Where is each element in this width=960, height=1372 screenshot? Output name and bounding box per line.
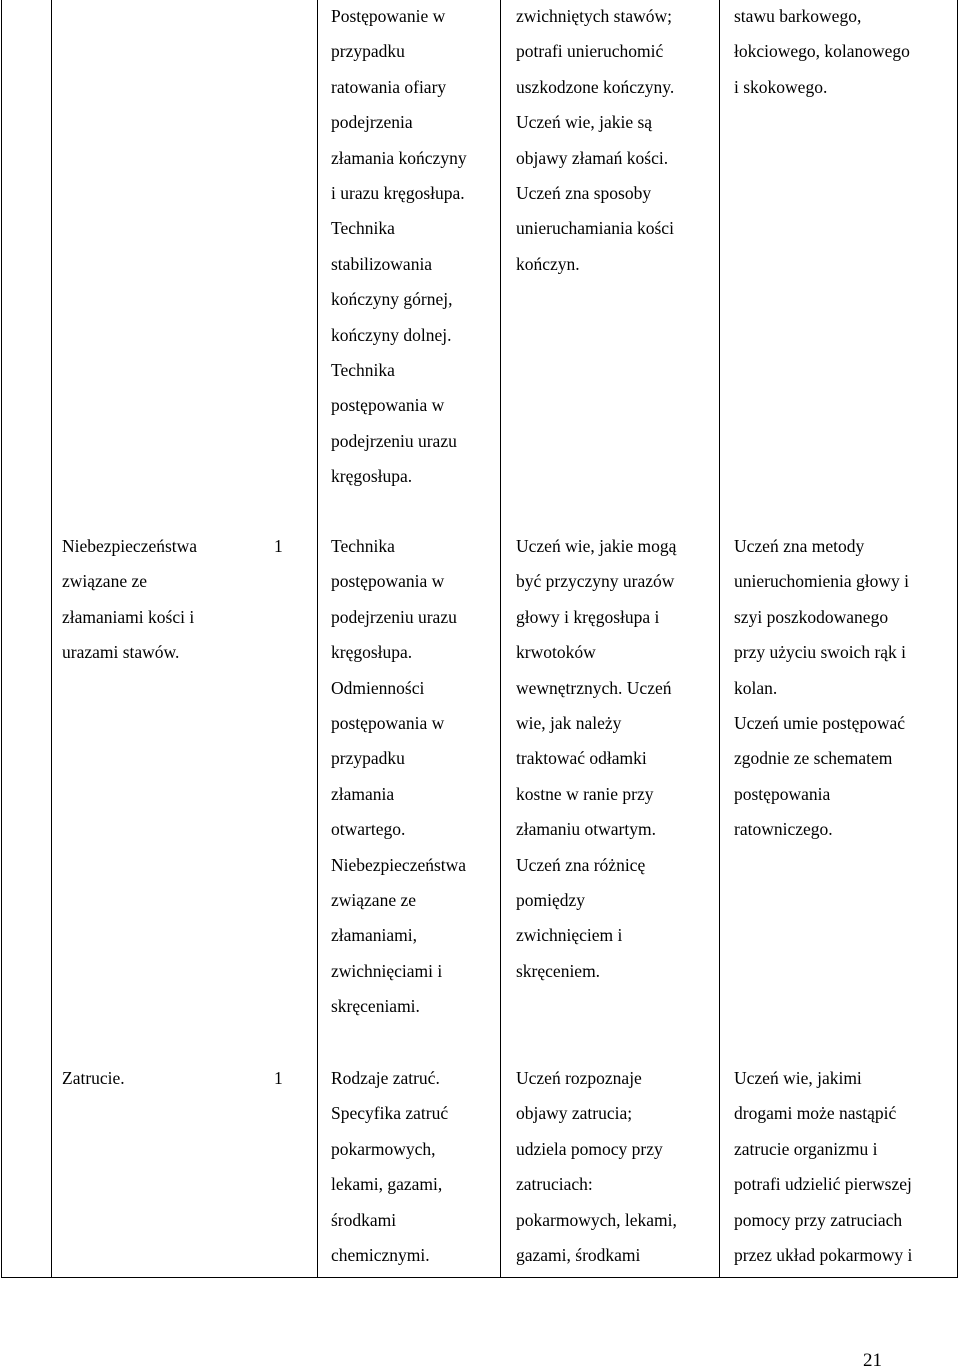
row-2-basic-requirements: Uczeń wie, jakie mogą być przyczyny urazów głowy i kręgosłupa i krwotoków wewnętrznych. Uczeń wie, jak należy traktować odłamki kostne w ranie przy złamaniu otwartym. Uczeń zna różnicę pomiędzy zwichnięciem i skręceniem. (516, 536, 677, 981)
row-1-content: Postępowanie w przypadku ratowania ofiary podejrzenia złamania kończyny i urazu kręgosłupa. Technika stabilizowania kończyny górnej, kończyny dolnej. Technika postępowania w podejrzeniu urazu kręgosłupa. (331, 6, 467, 487)
column-divider (317, 0, 318, 1278)
column-divider (500, 0, 501, 1278)
row-3-hours: 1 (274, 1068, 283, 1088)
column-divider (719, 0, 720, 1278)
row-2-topic: Niebezpieczeństwa związane ze złamaniami kości i urazami stawów. (62, 536, 198, 663)
row-3-extended-requirements: Uczeń wie, jakimi drogami może nastąpić zatrucie organizmu i potrafi udzielić pierwszej pomocy przy zatruciach przez układ pokarmowy i (734, 1068, 913, 1266)
row-1-basic-requirements: zwichniętych stawów; potrafi unieruchomić uszkodzone kończyny. Uczeń wie, jakie są objawy złamań kości. Uczeń zna sposoby unieruchamiania kości kończyn. (516, 6, 675, 274)
page-number: 21 (863, 1350, 882, 1371)
row-2-extended-requirements: Uczeń zna metody unieruchomienia głowy i szyi poszkodowanego przy użyciu swoich rąk i kolan. Uczeń umie postępować zgodnie ze schematem postępowania ratowniczego. (734, 536, 909, 840)
row-1-extended-requirements: stawu barkowego, łokciowego, kolanowego i skokowego. (734, 6, 910, 97)
row-3-content: Rodzaje zatruć. Specyfika zatruć pokarmowych, lekami, gazami, środkami chemicznymi. (331, 1068, 449, 1266)
row-3-topic: Zatrucie. (62, 1068, 125, 1088)
column-divider (51, 0, 52, 1278)
row-2-content: Technika postępowania w podejrzeniu urazu kręgosłupa. Odmienności postępowania w przypadku złamania otwartego. Niebezpieczeństwa związane ze złamaniami, zwichnięciami i skręceniami. (331, 536, 467, 1017)
row-2-hours: 1 (274, 536, 283, 556)
row-3-basic-requirements: Uczeń rozpoznaje objawy zatrucia; udziela pomocy przy zatruciach: pokarmowych, lekami, gazami, środkami (516, 1068, 677, 1266)
